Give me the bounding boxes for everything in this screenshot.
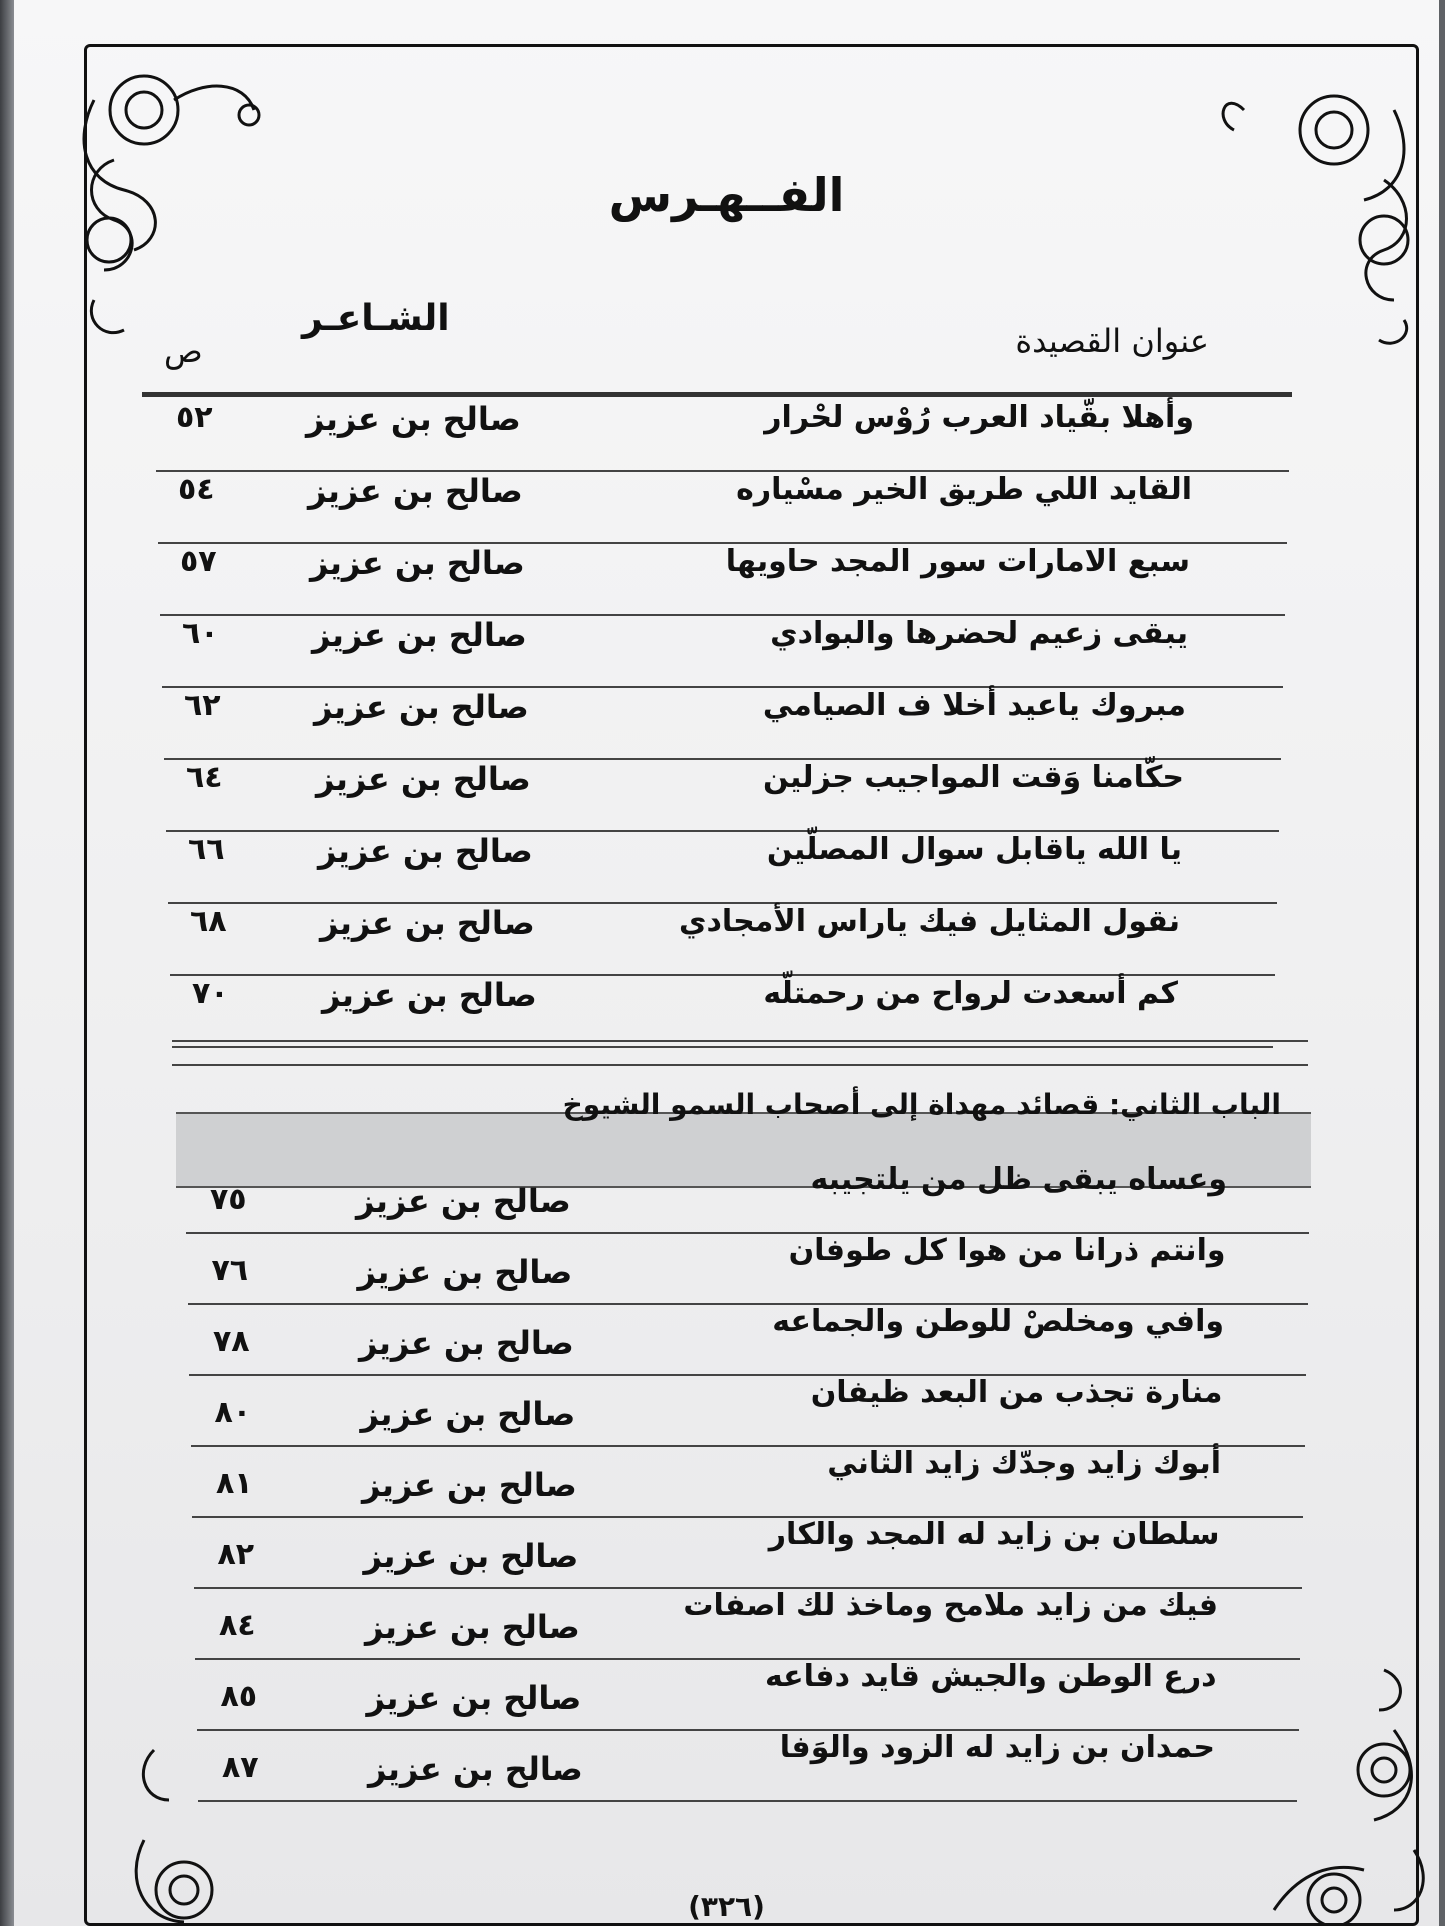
header-rule [142, 392, 1292, 397]
row-rule [172, 1046, 1273, 1048]
toc-row [172, 974, 1273, 1048]
poem-title: مبروك ياعيد أخلا ف الصيامي [762, 688, 1186, 723]
toc-row [160, 542, 1285, 616]
poem-title: وأهلا بقّياد العرب رُوْس لحْرار [764, 400, 1194, 435]
toc-row [166, 758, 1279, 832]
toc-row [162, 614, 1283, 688]
poet-name: صالح بن عزيز [312, 616, 527, 654]
page-number: ٧٠ [192, 976, 229, 1011]
toc-row [188, 1231, 1308, 1305]
toc-row [189, 1302, 1306, 1376]
poet-name: صالح بن عزيز [308, 472, 523, 510]
page-number: ٧٨ [213, 1324, 250, 1359]
column-header-poem: عنوان القصيدة [1015, 322, 1209, 360]
poet-name: صالح بن عزيز [357, 1253, 573, 1291]
page-number: ٨٧ [222, 1750, 259, 1785]
page-number: ٨٠ [214, 1395, 252, 1430]
page-number: ٨٤ [219, 1608, 256, 1643]
toc-row [192, 1444, 1303, 1518]
poem-title: حمدان بن زايد له الزود والوَفا [779, 1730, 1215, 1765]
page-title: الفــهـرس [608, 168, 845, 222]
book-gutter-shadow [0, 0, 14, 1926]
toc-row [170, 902, 1275, 976]
poet-name: صالح بن عزيز [359, 1324, 574, 1362]
poem-title: وافي ومخلصْ للوطن والجماعه [772, 1304, 1224, 1339]
page-number: ٦٨ [190, 904, 227, 939]
column-header-poet: الشـاعـر [302, 298, 450, 339]
poem-title: نقول المثايل فيك ياراس الأمجادي [679, 904, 1180, 939]
page-number: ٦٠ [182, 616, 219, 651]
page-number: ٦٢ [184, 688, 221, 723]
poet-name: صالح بن عزيز [363, 1537, 579, 1575]
poet-name: صالح بن عزيز [356, 1182, 571, 1220]
poet-name: صالح بن عزيز [306, 400, 521, 438]
poet-name: صالح بن عزيز [316, 760, 531, 798]
poet-name: صالح بن عزيز [365, 1608, 580, 1646]
page-number-footer: (٣٢٦) [688, 1890, 765, 1923]
book-page [14, 0, 1439, 1926]
poem-title: سبع الامارات سور المجد حاويها [725, 544, 1190, 579]
page-number: ٨٥ [220, 1679, 258, 1714]
page-number: ٥٤ [178, 472, 215, 507]
page-number: ٨٢ [217, 1537, 255, 1572]
poet-name: صالح بن عزيز [318, 832, 533, 870]
poem-title: فيك من زايد ملامح وماخذ لك اصفات [683, 1588, 1218, 1623]
poet-name: صالح بن عزيز [322, 976, 537, 1014]
toc-row [195, 1586, 1300, 1660]
poem-title: يبقى زعيم لحضرها والبوادي [770, 616, 1188, 651]
poet-name: صالح بن عزيز [320, 904, 535, 942]
poem-title: كم أسعدت لرواح من رحمتلّه [763, 976, 1178, 1011]
poet-name: صالح بن عزيز [314, 688, 529, 726]
toc-row [168, 830, 1277, 904]
poem-title: القايد اللي طريق الخير مسْياره [736, 472, 1192, 507]
page-number: ٨١ [216, 1466, 253, 1501]
poet-name: صالح بن عزيز [310, 544, 525, 582]
page-number: ٧٦ [211, 1253, 249, 1288]
poem-title: منارة تجذب من البعد ظيفان [810, 1375, 1223, 1410]
poem-title: يا الله ياقابل سوال المصلّين [766, 832, 1182, 867]
page-number: ٥٧ [180, 544, 217, 579]
toc-row [194, 1515, 1302, 1589]
poem-title: درع الوطن والجيش قايد دفاعه [764, 1659, 1217, 1694]
poet-name: صالح بن عزيز [362, 1466, 577, 1504]
poem-title: حكّامنا وَقت المواجيب جزلين [763, 760, 1184, 795]
poem-title: أبوك زايد وجدّك زايد الثاني [827, 1446, 1221, 1481]
toc-row [164, 686, 1281, 760]
poet-name: صالح بن عزيز [360, 1395, 576, 1433]
poet-name: صالح بن عزيز [368, 1750, 583, 1788]
toc-row [186, 1160, 1309, 1234]
row-rule [198, 1800, 1297, 1802]
toc-row [197, 1657, 1299, 1731]
poem-title: وعساه يبقى ظل من يلتجيبه [810, 1162, 1227, 1197]
page-number: ٦٦ [188, 832, 225, 867]
page-number: ٦٤ [186, 760, 223, 795]
toc-row [191, 1373, 1305, 1447]
blank-row-rule [172, 1040, 1308, 1042]
toc-row [158, 470, 1287, 544]
poem-title: سلطان بن زايد له المجد والكار [768, 1517, 1220, 1552]
page-number: ٥٢ [176, 400, 213, 435]
section-heading: الباب الثاني: قصائد مهداة إلى أصحاب السمو الشيوخ [562, 1088, 1281, 1121]
page-number: ٧٥ [210, 1182, 247, 1217]
toc-row [198, 1728, 1297, 1802]
poem-title: وانتم ذرانا من هوا كل طوفان [788, 1233, 1226, 1268]
blank-row-rule [172, 1064, 1308, 1066]
poet-name: صالح بن عزيز [366, 1679, 582, 1717]
toc-row [156, 398, 1289, 472]
column-header-page: ص [164, 332, 203, 370]
